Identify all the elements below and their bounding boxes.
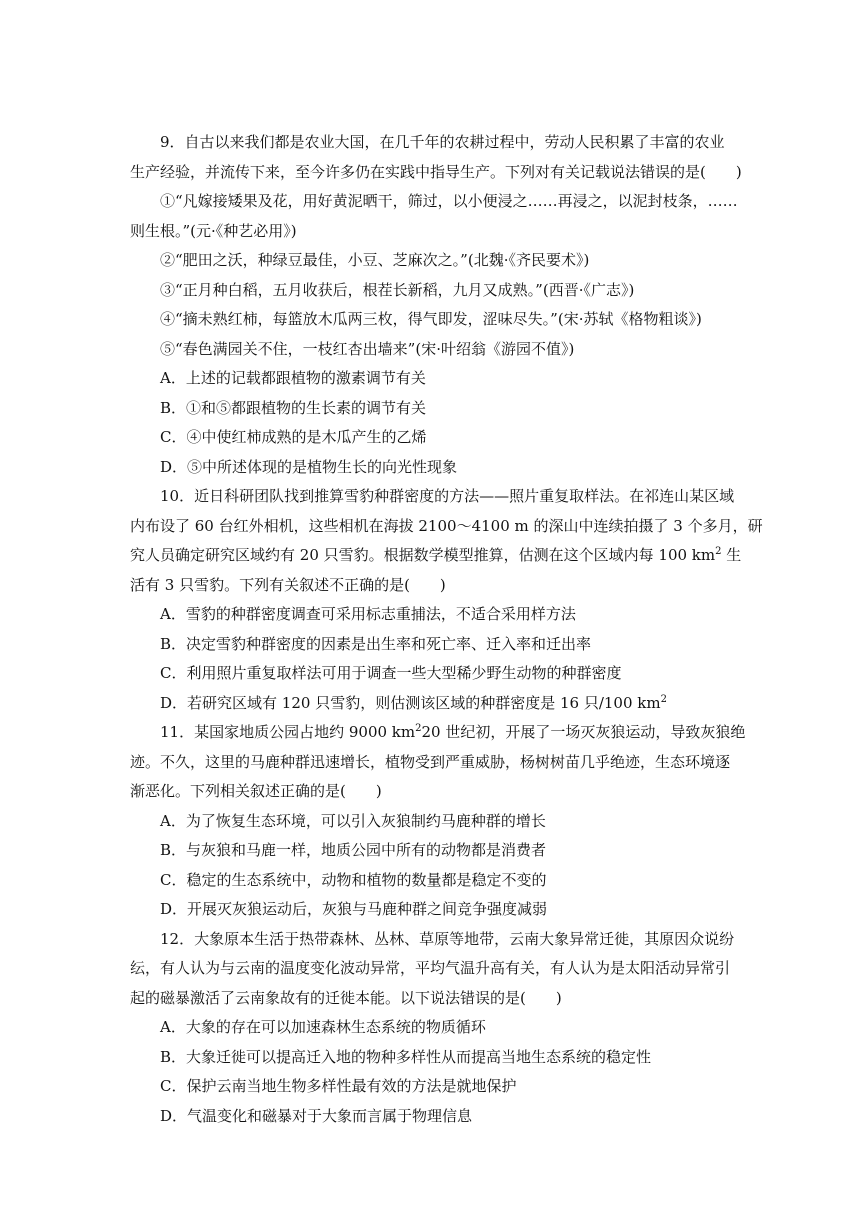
text-line: 起的磁暴激活了云南象故有的迁徙本能。以下说法错误的是( ) bbox=[130, 988, 562, 1007]
text-line: B．与灰狼和马鹿一样，地质公园中所有的动物都是消费者 bbox=[160, 841, 547, 859]
text-line: D．若研究区域有 120 只雪豹，则估测该区域的种群密度是 16 只/100 $km^2$ bbox=[160, 693, 667, 712]
text-line: ⑤“春色满园关不住，一枝红杏出墙来”(宋·叶绍翁《游园不值》) bbox=[160, 339, 575, 358]
text-line: 10．近日科研团队找到推算雪豹种群密度的方法——照片重复取样法。在祁连山某区域 bbox=[160, 487, 735, 505]
text-line: A．上述的记载都跟植物的激素调节有关 bbox=[160, 369, 426, 387]
text-line: C．保护云南当地生物多样性最有效的方法是就地保护 bbox=[160, 1077, 517, 1095]
question-q10 bbox=[130, 482, 763, 718]
question-q12 bbox=[130, 925, 736, 1132]
text-line: 究人员确定研究区域约有 20 只雪豹。根据数学模型推算，估测在这个区域内每 100 $km^2$ 生 bbox=[130, 546, 742, 564]
text-line: C．稳定的生态系统中，动物和植物的数量都是稳定不变的 bbox=[160, 870, 547, 889]
question-q9 bbox=[130, 128, 742, 482]
text-line: 纭，有人认为与云南的温度变化波动异常，平均气温升高有关，有人认为是太阳活动异常引 bbox=[130, 959, 731, 977]
text-line: D．开展灭灰狼运动后，灰狼与马鹿种群之间竞争强度减弱 bbox=[160, 900, 548, 918]
text-line: D．气温变化和磁暴对于大象而言属于物理信息 bbox=[160, 1106, 473, 1125]
text-line: ②“肥田之沃，种绿豆最佳，小豆、芝麻次之。”(北魏·《齐民要术》) bbox=[160, 251, 590, 269]
text-line: C．④中使红柿成熟的是木瓜产生的乙烯 bbox=[160, 428, 427, 446]
text-line: A．大象的存在可以加速森林生态系统的物质循环 bbox=[160, 1018, 486, 1036]
text-line: ④“摘未熟红柿，每篮放木瓜两三枚，得气即发，涩味尽失。”(宋·苏轼《格物粗谈》) bbox=[160, 310, 702, 328]
text-line: 12．大象原本生活于热带森林、丛林、草原等地带，云南大象异常迁徙，其原因众说纷 bbox=[160, 929, 735, 948]
text-line: 活有 3 只雪豹。下列有关叙述不正确的是( ) bbox=[130, 575, 446, 594]
text-line: B．大象迁徙可以提高迁入地的物种多样性从而提高当地生态系统的稳定性 bbox=[160, 1047, 652, 1066]
text-line: 则生根。”(元·《种艺必用》) bbox=[130, 221, 297, 240]
text-line: 渐恶化。下列相关叙述正确的是( ) bbox=[130, 782, 382, 800]
text-line: 迹。不久，这里的马鹿种群迅速增长，植物受到严重威胁，杨树树苗几乎绝迹，生态环境逐 bbox=[130, 752, 731, 771]
text-line: A．为了恢复生态环境，可以引入灰狼制约马鹿种群的增长 bbox=[160, 811, 546, 830]
text-line: C．利用照片重复取样法可用于调查一些大型稀少野生动物的种群密度 bbox=[160, 664, 622, 682]
question-list bbox=[130, 128, 763, 1131]
text-line: B．决定雪豹种群密度的因素是出生率和死亡率、迁入率和迁出率 bbox=[160, 634, 592, 653]
text-line: 内布设了 60 台红外相机，这些相机在海拔 2100～4100 m 的深山中连续拍摄了 3 个多月，研 bbox=[130, 516, 763, 535]
text-line: B．①和⑤都跟植物的生长素的调节有关 bbox=[160, 398, 427, 417]
text-line: ③“正月种白稻，五月收获后，根茬长新稻，九月又成熟。”(西晋·《广志》) bbox=[160, 280, 635, 299]
text-line: 9．自古以来我们都是农业大国，在几千年的农耕过程中，劳动人民积累了丰富的农业 bbox=[160, 133, 725, 151]
question-q11 bbox=[130, 718, 746, 925]
text-line: ①“凡嫁接矮果及花，用好黄泥晒干，筛过，以小便浸之……再浸之，以泥封枝条，…… bbox=[160, 192, 738, 210]
text-line: 11．某国家地质公园占地约 9000 $km^220$ 世纪初，开展了一场灭灰狼运动，导致灰狼绝 bbox=[160, 723, 746, 741]
text-line: A．雪豹的种群密度调查可采用标志重捕法，不适合采用样方法 bbox=[160, 605, 576, 623]
text-line: D．⑤中所述体现的是植物生长的向光性现象 bbox=[160, 457, 458, 476]
text-line: 生产经验，并流传下来，至今许多仍在实践中指导生产。下列对有关记载说法错误的是( ) bbox=[130, 162, 742, 181]
